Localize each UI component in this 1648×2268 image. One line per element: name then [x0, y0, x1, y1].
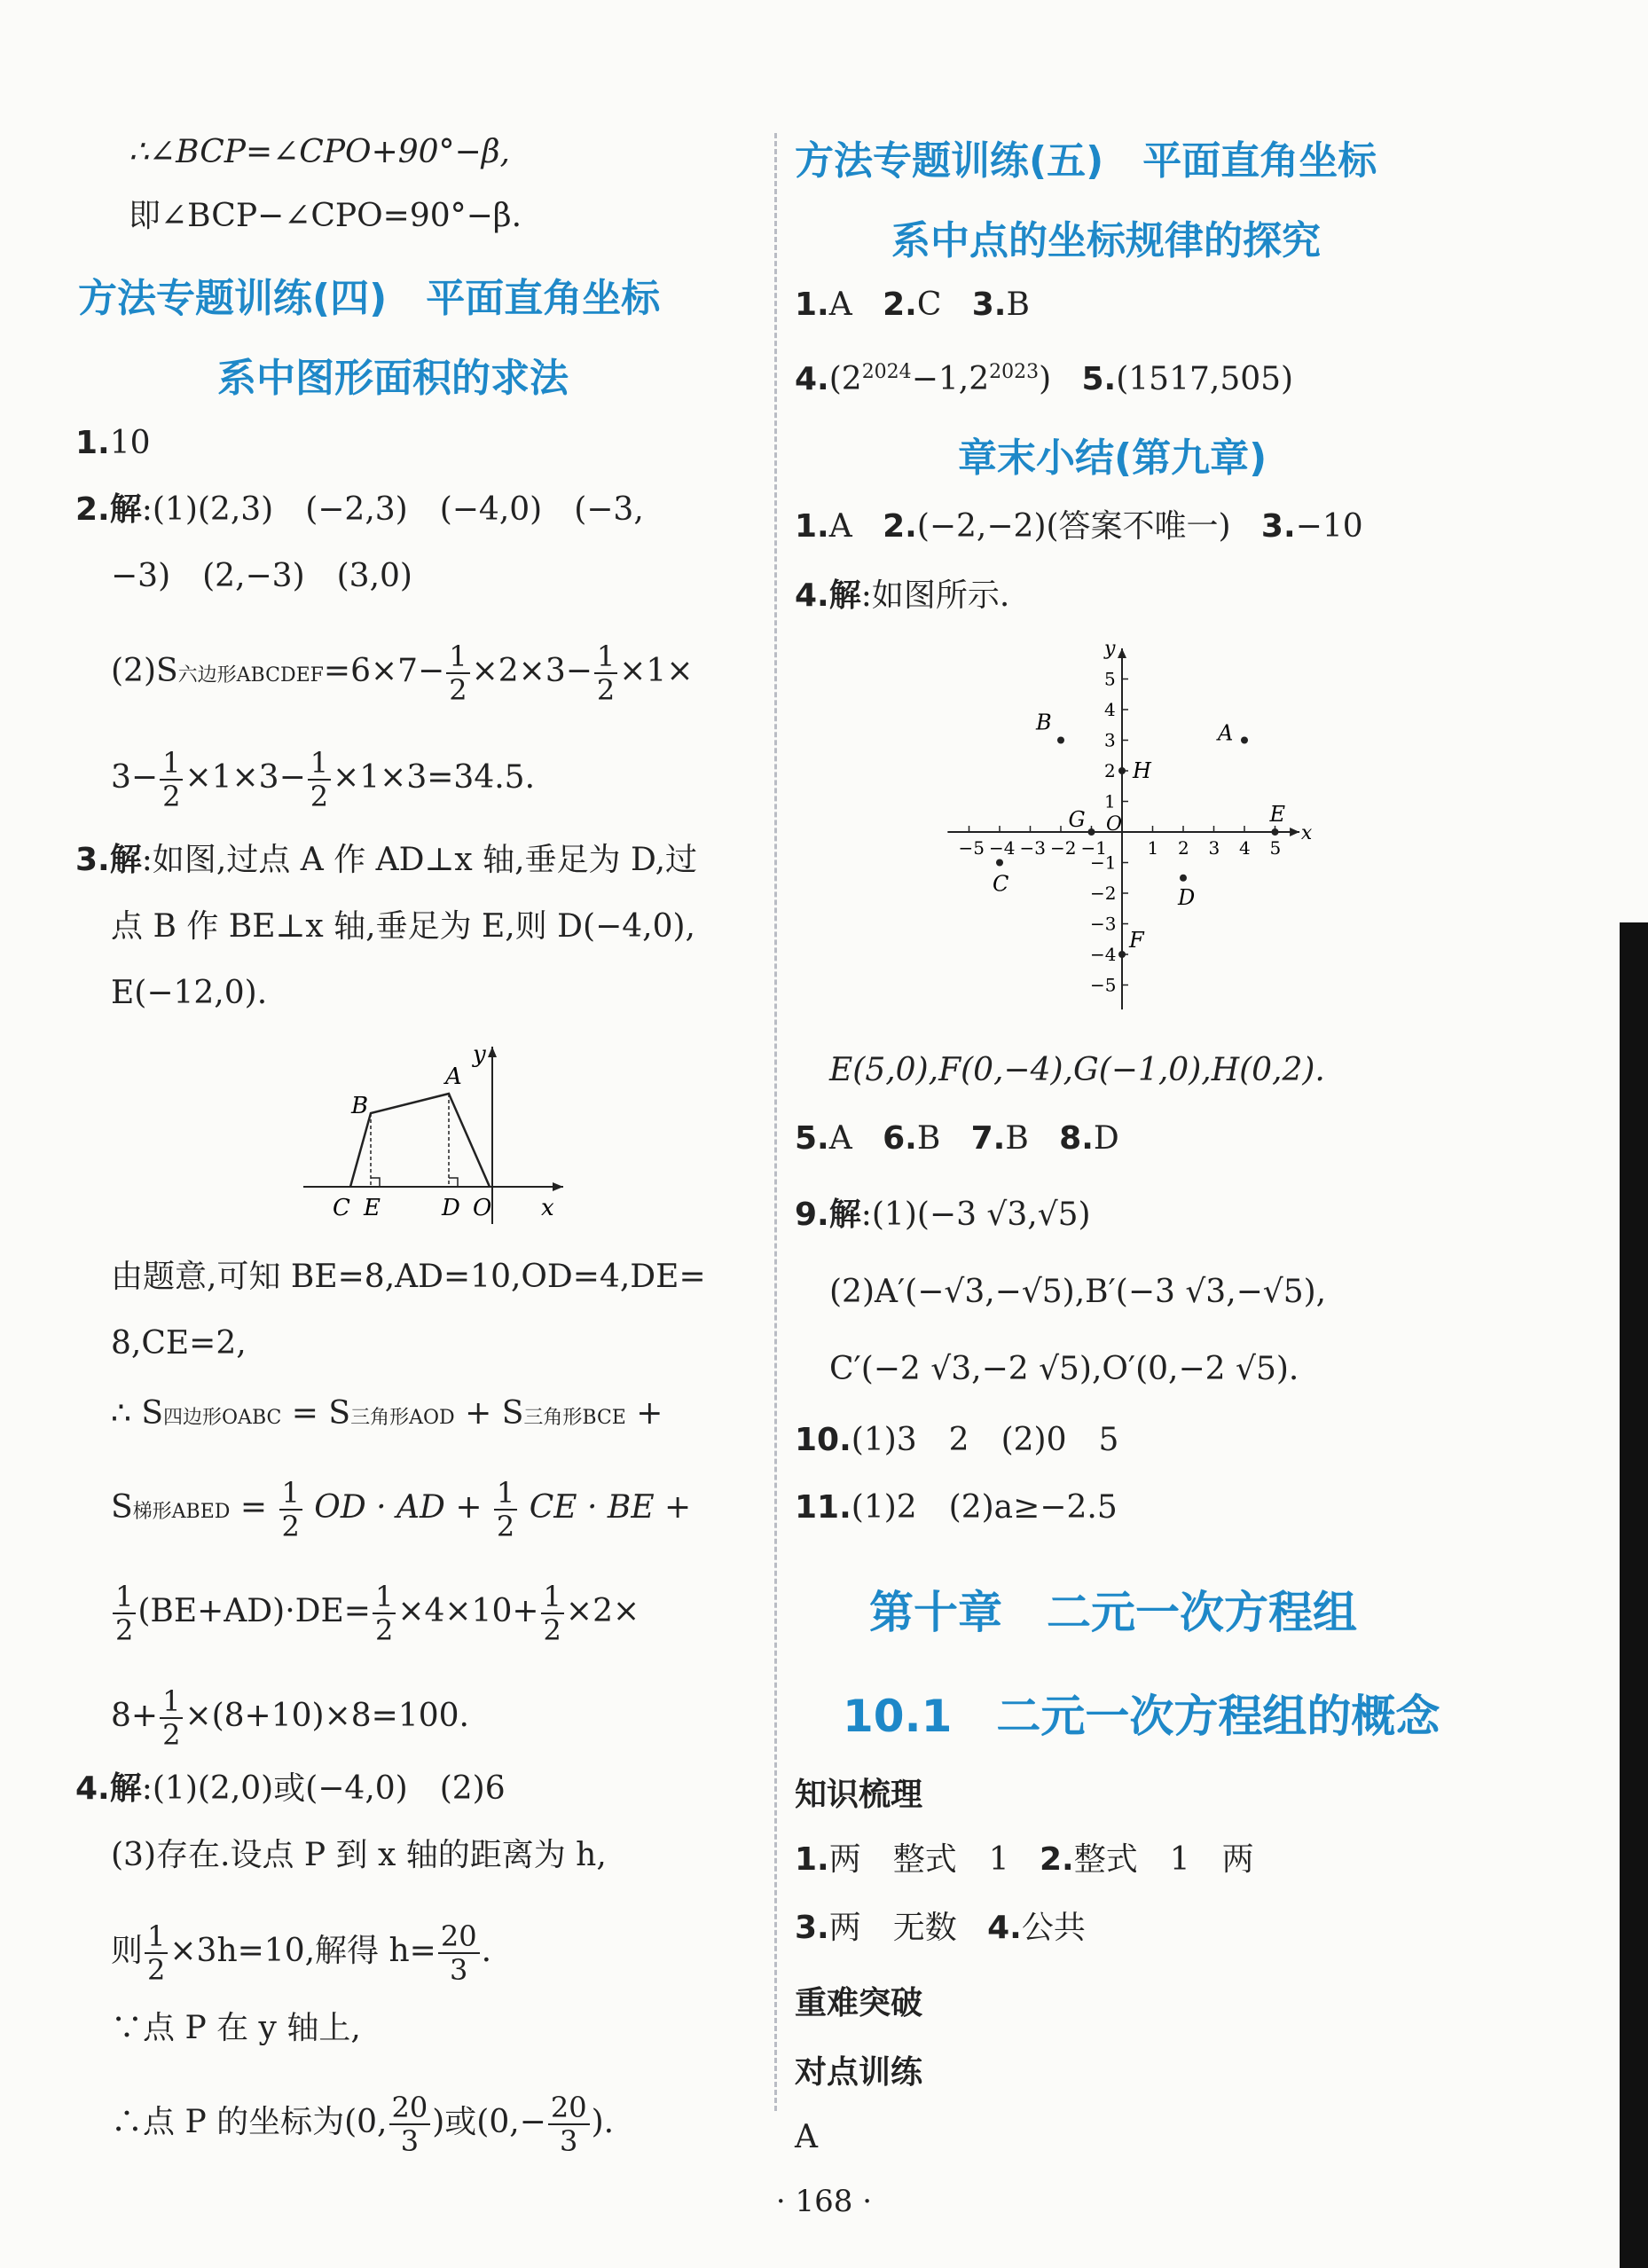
c-line3: E(5,0),F(0,−4),G(−1,0),H(0,2). [829, 1052, 1325, 1088]
y-tick-label: −4 [1090, 944, 1117, 965]
fraction: $\frac{1}{2}$ [541, 1581, 564, 1646]
q3-line8: $\frac{1}{2}$ (BE+AD)·DE= $\frac{1}{2}$ ×4×10+ $\frac{1}{2}$ ×2× [111, 1581, 640, 1646]
q3-line3: E(−12,0). [111, 975, 268, 1011]
y-tick-label: 4 [1104, 699, 1116, 720]
q4-line5: ∴点 P 的坐标为(0, $\frac{20}{3}$ )或(0,− $\frac{20}{3}$ ). [111, 2091, 615, 2158]
x-axis-arrow [553, 1182, 563, 1191]
point-label-B: B [1036, 710, 1052, 735]
c-line9: 11.(1)2 (2)a≥−2.5 [795, 1489, 1118, 1526]
label-D: D [442, 1195, 460, 1221]
section-title-4b: 系中图形面积的求法 [217, 356, 569, 401]
label-x: x [541, 1195, 554, 1221]
point-label-D: D [1178, 884, 1196, 910]
point-A [1241, 737, 1248, 744]
q2-line2: −3) (2,−3) (3,0) [111, 558, 412, 594]
x-tick-label: 4 [1239, 837, 1251, 859]
fraction: $\frac{20}{3}$ [438, 1920, 480, 1986]
x-axis-arrow [1290, 828, 1299, 836]
q3-line4: 由题意,可知 BE=8,AD=10,OD=4,DE= [111, 1259, 706, 1295]
label-y: y [473, 1041, 486, 1068]
y-tick-label: −3 [1090, 913, 1117, 935]
point-label-E: E [1269, 802, 1286, 827]
page-number: · 168 · [775, 2184, 873, 2219]
point-label-G: G [1068, 807, 1086, 832]
subheading-knowledge: 知识梳理 [795, 1777, 923, 1813]
x-tick-label: 2 [1178, 837, 1189, 859]
y-tick-label: −2 [1090, 883, 1117, 904]
chapter-summary-title: 章末小结(第九章) [958, 436, 1267, 481]
point-G [1088, 828, 1095, 836]
y-tick-label: 1 [1104, 790, 1116, 812]
fraction: $\frac{1}{2}$ [594, 640, 617, 706]
c-line1: 1.A 2.(−2,−2)(答案不唯一) 3.−10 [795, 508, 1363, 545]
fraction: $\frac{1}{2}$ [373, 1581, 396, 1646]
fraction: $\frac{1}{2}$ [494, 1477, 517, 1542]
point-label-C: C [993, 871, 1009, 897]
point-F [1118, 951, 1126, 958]
c-line6: (2)A′(−√3,−√5),B′(−3 √3,−√5), [829, 1274, 1327, 1310]
y-tick-label: 3 [1104, 729, 1116, 751]
point-C [996, 859, 1003, 867]
fraction: $\frac{1}{2}$ [160, 747, 183, 812]
label-E: E [364, 1195, 381, 1221]
coordinate-layer [947, 638, 1312, 1009]
point-label-F: F [1129, 928, 1144, 953]
c-line5: 9.解:(1)(−3 √3,√5) [795, 1197, 1091, 1233]
column-divider [774, 133, 777, 2111]
k-line2: 3.两 无数 4.公共 [795, 1910, 1086, 1946]
q3-line2: 点 B 作 BE⊥x 轴,垂足为 E,则 D(−4,0), [111, 908, 695, 945]
s5-line2: $4.(2^{2024}-1,2^{2023})$ 5.(1517,505) [795, 361, 1294, 397]
c-line7: C′(−2 √3,−2 √5),O′(0,−2 √5). [829, 1351, 1299, 1387]
q3: 3.解:如图,过点 A 作 AD⊥x 轴,垂足为 D,过 [75, 842, 698, 878]
point-D [1180, 875, 1187, 882]
q1: 1.10 [75, 425, 151, 461]
fraction: $\frac{20}{3}$ [548, 2091, 590, 2157]
q4-line4: ∵点 P 在 y 轴上, [111, 2010, 361, 2046]
q2-line4: 3− $\frac{1}{2}$ ×1×3− $\frac{1}{2}$ ×1×3=34.5. [111, 746, 536, 813]
subheading-practice: 对点训练 [795, 2054, 923, 2091]
q4-line2: (3)存在.设点 P 到 x 轴的距离为 h, [111, 1837, 607, 1873]
point-label-A: A [1218, 720, 1234, 746]
x-tick-label: 3 [1208, 837, 1220, 859]
q2-line3: (2)S六边形ABCDEF=6×7− $\frac{1}{2}$ ×2×3− $\frac{1}{2}$ ×1× [111, 640, 694, 707]
label-B: B [351, 1093, 369, 1119]
section-10-1-title: 10.1 二元一次方程组的概念 [843, 1691, 1440, 1742]
x-tick-label: −2 [1050, 837, 1077, 859]
y-axis-label: y [1104, 637, 1116, 660]
x-tick-label: −5 [958, 837, 985, 859]
c-line2: 4.解:如图所示. [795, 577, 1010, 614]
fraction: $\frac{1}{2}$ [160, 1685, 183, 1751]
coordinate-plane-figure [958, 637, 1313, 1020]
practice-answer: A [795, 2119, 818, 2155]
y-tick-label: 5 [1104, 668, 1116, 690]
y-tick-label: −1 [1090, 851, 1117, 874]
point-B [1057, 737, 1064, 744]
fraction: $\frac{1}{2}$ [308, 747, 331, 812]
y-tick-label: 2 [1104, 760, 1116, 781]
s5-line1: 1.A 2.C 3.B [795, 286, 1030, 323]
y-tick-label: −5 [1090, 974, 1117, 996]
c-line4: 5.A 6.B 7.B 8.D [795, 1120, 1119, 1157]
line: 即∠BCP−∠CPO=90°−β. [129, 198, 522, 234]
trapezoid-figure [293, 1033, 577, 1228]
chapter-10-title: 第十章 二元一次方程组 [869, 1587, 1357, 1638]
y-axis-arrow [488, 1047, 497, 1057]
label-O: O [473, 1195, 492, 1221]
label-A: A [445, 1063, 462, 1090]
x-tick-label: −3 [1019, 837, 1046, 859]
x-tick-label: 1 [1147, 837, 1159, 859]
fraction: $\frac{1}{2}$ [145, 1920, 168, 1986]
point-E [1272, 828, 1279, 836]
c-line8: 10.(1)3 2 (2)0 5 [795, 1422, 1119, 1458]
k-line1: 1.两 整式 1 2.整式 1 两 [795, 1841, 1254, 1878]
section-title-4a: 方法专题训练(四) 平面直角坐标 [78, 276, 661, 321]
section-title-5a: 方法专题训练(五) 平面直角坐标 [795, 138, 1377, 184]
q3-line7: S梯形ABED = $\frac{1}{2}$ OD · AD + $\frac{1}{2}$ CE · BE + [111, 1476, 692, 1543]
point-label-H: H [1133, 758, 1151, 783]
fraction: $\frac{1}{2}$ [279, 1477, 302, 1542]
x-tick-label: −4 [989, 837, 1016, 859]
fraction: $\frac{1}{2}$ [113, 1581, 136, 1646]
section-title-5b: 系中点的坐标规律的探究 [891, 218, 1321, 263]
line: ∴∠BCP=∠CPO+90°−β, [129, 134, 510, 170]
x-tick-label: −1 [1080, 837, 1107, 859]
q3-line6: ∴ S四边形OABC = S三角形AOD + S三角形BCE + [111, 1395, 663, 1432]
subheading-difficulty: 重难突破 [795, 1985, 923, 2021]
right-angle-mark [449, 1178, 458, 1187]
x-tick-label: 5 [1269, 837, 1282, 859]
point-H [1118, 767, 1126, 774]
scan-edge-shadow [1620, 922, 1648, 2268]
y-axis-arrow [1118, 648, 1126, 658]
origin-label: O [1106, 813, 1123, 836]
label-C: C [333, 1195, 350, 1221]
fraction: $\frac{1}{2}$ [446, 640, 469, 706]
x-axis-label: x [1300, 822, 1313, 844]
q3-line5: 8,CE=2, [111, 1325, 247, 1362]
right-angle-mark [371, 1178, 380, 1187]
q4-line3: 则 $\frac{1}{2}$ ×3h=10,解得 h= $\frac{20}{3}$ . [111, 1919, 492, 1987]
q3-line9: 8+ $\frac{1}{2}$ ×(8+10)×8=100. [111, 1684, 469, 1752]
q2: 2.解:(1)(2,3) (−2,3) (−4,0) (−3, [75, 491, 644, 528]
fraction: $\frac{20}{3}$ [389, 2091, 431, 2157]
q4: 4.解:(1)(2,0)或(−4,0) (2)6 [75, 1770, 506, 1807]
